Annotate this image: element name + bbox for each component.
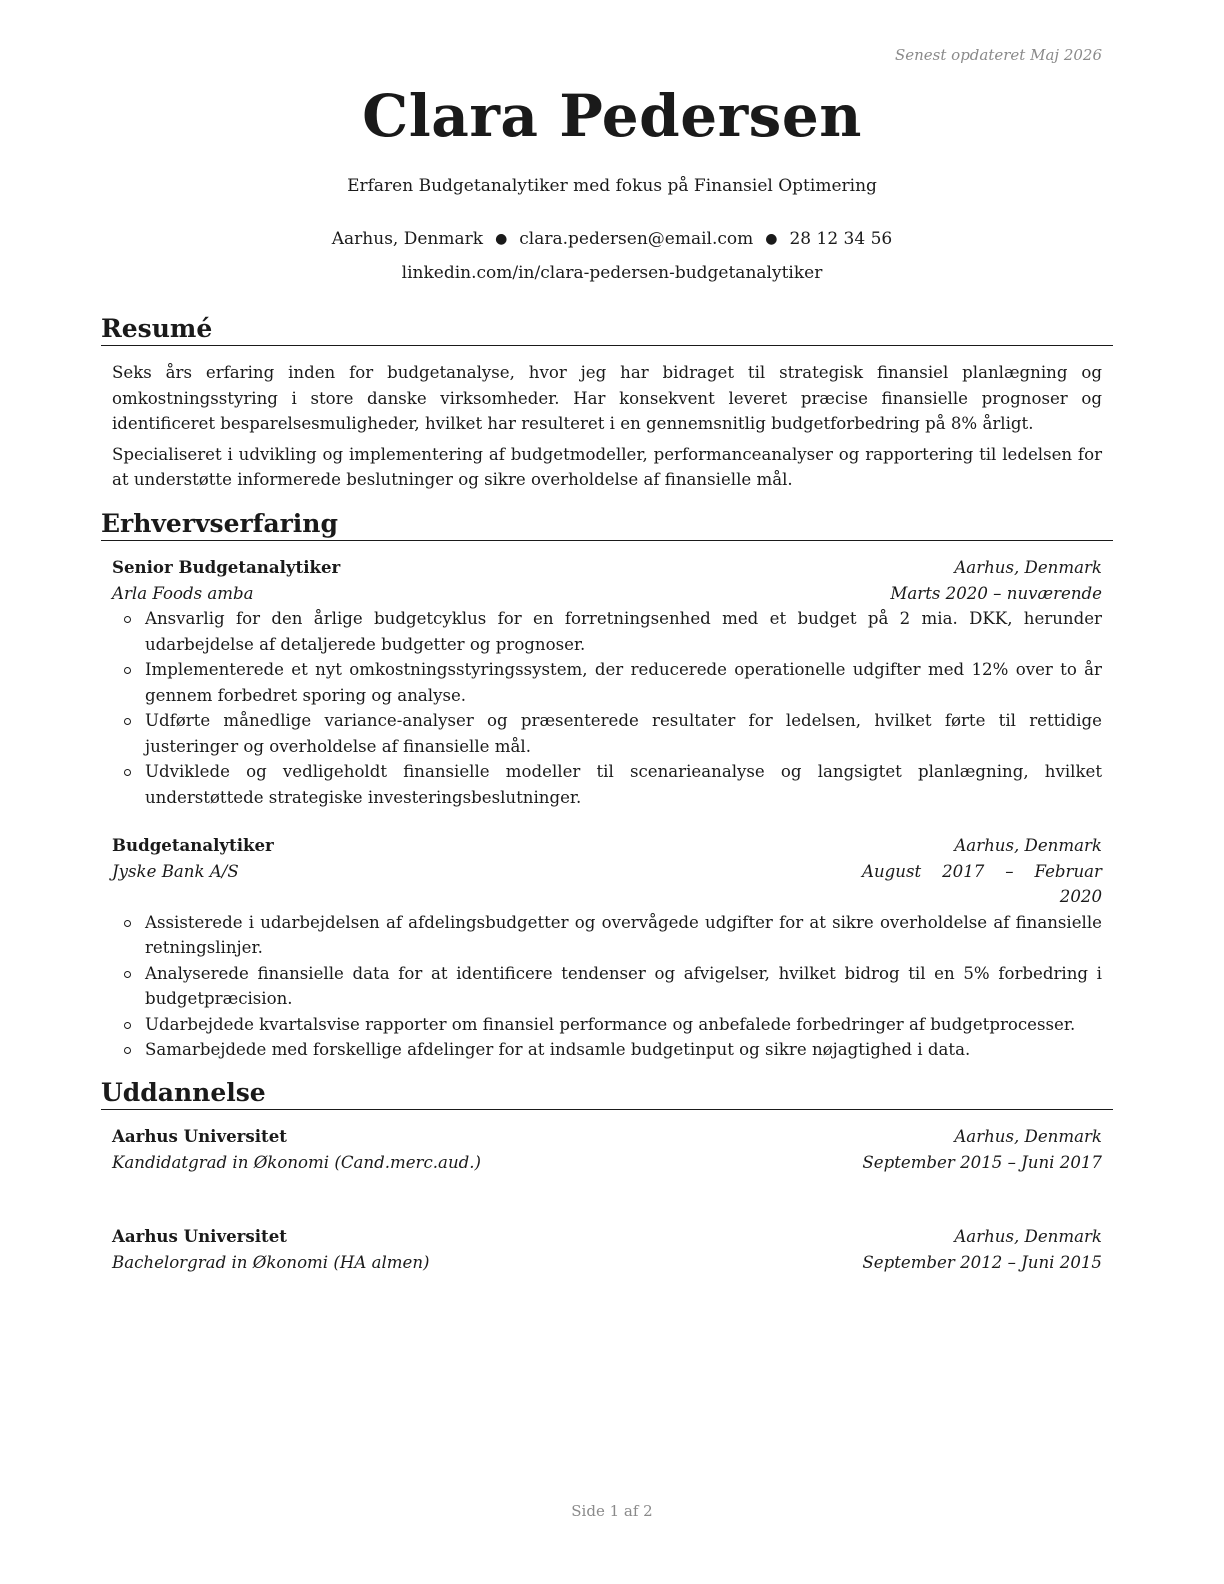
education-location: Aarhus, Denmark [954,1127,1102,1146]
job-bullet-text: Implementerede et nyt omkostningsstyringssystem, der reducerede operationelle udgifter med 12% over to år gennem forbedret sporing og analyse. [145,660,1102,705]
education-school: Aarhus Universitet [112,1226,287,1246]
job-role: Senior Budgetanalytiker [112,557,341,577]
page-number: Side 1 af 2 [571,1502,653,1520]
job-bullet-text: Udarbejdede kvartalsvise rapporter om finansiel performance og anbefalede forbedringer af budgetprocesser. [145,1014,1076,1034]
job-location: Aarhus, Denmark [954,836,1102,855]
job-header-row [112,833,1102,859]
job-bullet-text: Udførte månedlige variance-analyser og præsenterede resultater for ledelsen, hvilket førte til rettidige justeringer og overholdelse af finansielle mål. [145,711,1102,756]
summary-paragraph: Specialiseret i udvikling og implementering af budgetmodeller, performanceanalyser og rapportering til ledelsen for at understøtte informerede beslutninger og sikre overholdelse af finansielle mål. [112,444,1102,489]
education-period: September 2015 – Juni 2017 [862,1152,1102,1172]
contact-email[interactable]: clara.pedersen@email.com [519,229,754,249]
summary-paragraph: Seks års erfaring inden for budgetanalyse, hvor jeg har bidraget til strategisk finansiel planlægning og omkostningsstyring i store danske virksomheder. Har konsekvent leveret præcise finansielle prognoser og identificeret besparelsesmuligheder, hvilket har resulteret i en gennemsnitlig budgetforbedring på 8% årligt. [112,363,1102,433]
circle-bullet-icon [124,667,131,674]
job-location: Aarhus, Denmark [954,558,1102,577]
job-bullet-text: Analyserede finansielle data for at identificere tendenser og afvigelser, hvilket bidrog til en 5% forbedring i budgetpræcision. [145,963,1102,1008]
job-role: Budgetanalytiker [112,835,274,855]
list-item [112,759,1102,810]
job-subheader-row [112,859,1102,910]
bullet-separator-icon: ● [495,231,508,247]
section-title-summary: Resumé [101,313,1113,346]
headline-tagline: Erfaren Budgetanalytiker med fokus på Finansiel Optimering [347,176,877,196]
last-updated-note: Senest opdateret Maj 2026 [894,46,1102,64]
circle-bullet-icon [124,718,131,725]
list-item [112,1012,1102,1038]
job-entry [112,833,1102,1063]
job-subheader-row [112,581,1102,607]
job-bullet-text: Assisterede i udarbejdelsen af afdelingsbudgetter og overvågede udgifter for at sikre overholdelse af finansielle retningslinjer. [145,912,1102,957]
list-item [112,1037,1102,1063]
list-item [112,657,1102,708]
job-period: Marts 2020 – nuværende [890,583,1102,603]
job-bullet-list [112,910,1102,1063]
education-header-row [112,1224,1102,1250]
education-degree: Kandidatgrad in Økonomi (Cand.merc.aud.) [112,1152,482,1172]
list-item [112,708,1102,759]
circle-bullet-icon [124,616,131,623]
circle-bullet-icon [124,1047,131,1054]
job-period: August 2017 – Februar 2020 [862,861,1102,906]
education-entry [112,1224,1102,1275]
candidate-name: Clara Pedersen [362,82,862,150]
contact-location: Aarhus, Denmark [331,229,484,249]
job-entry [112,555,1102,810]
job-company: Arla Foods amba [112,583,254,603]
job-company: Jyske Bank A/S [112,861,239,881]
circle-bullet-icon [124,769,131,776]
summary-section [112,360,1102,498]
contact-line [0,229,1224,249]
education-subheader-row [112,1150,1102,1176]
education-school: Aarhus Universitet [112,1126,287,1146]
education-period: September 2012 – Juni 2015 [862,1252,1102,1272]
education-entry [112,1124,1102,1175]
circle-bullet-icon [124,1022,131,1029]
list-item [112,606,1102,657]
education-degree: Bachelorgrad in Økonomi (HA almen) [112,1252,430,1272]
contact-phone: 28 12 34 56 [789,229,893,249]
education-location: Aarhus, Denmark [954,1227,1102,1246]
job-bullet-text: Udviklede og vedligeholdt finansielle modeller til scenarieanalyse og langsigtet planlægning, hvilket understøttede strategiske investeringsbeslutninger. [145,762,1102,807]
education-header-row [112,1124,1102,1150]
education-subheader-row [112,1250,1102,1276]
job-bullet-list [112,606,1102,810]
contact-linkedin[interactable]: linkedin.com/in/clara-pedersen-budgetanalytiker [401,263,823,283]
circle-bullet-icon [124,971,131,978]
circle-bullet-icon [124,920,131,927]
section-title-education: Uddannelse [101,1077,1113,1110]
job-bullet-text: Ansvarlig for den årlige budgetcyklus for en forretningsenhed med et budget på 2 mia. DKK, herunder udarbejdelse af detaljerede budgetter og prognoser. [145,609,1102,654]
bullet-separator-icon: ● [765,231,778,247]
job-bullet-text: Samarbejdede med forskellige afdelinger for at indsamle budgetinput og sikre nøjagtighed i data. [145,1040,971,1059]
job-header-row [112,555,1102,581]
section-title-experience: Erhvervserfaring [101,508,1113,541]
list-item [112,910,1102,961]
list-item [112,961,1102,1012]
